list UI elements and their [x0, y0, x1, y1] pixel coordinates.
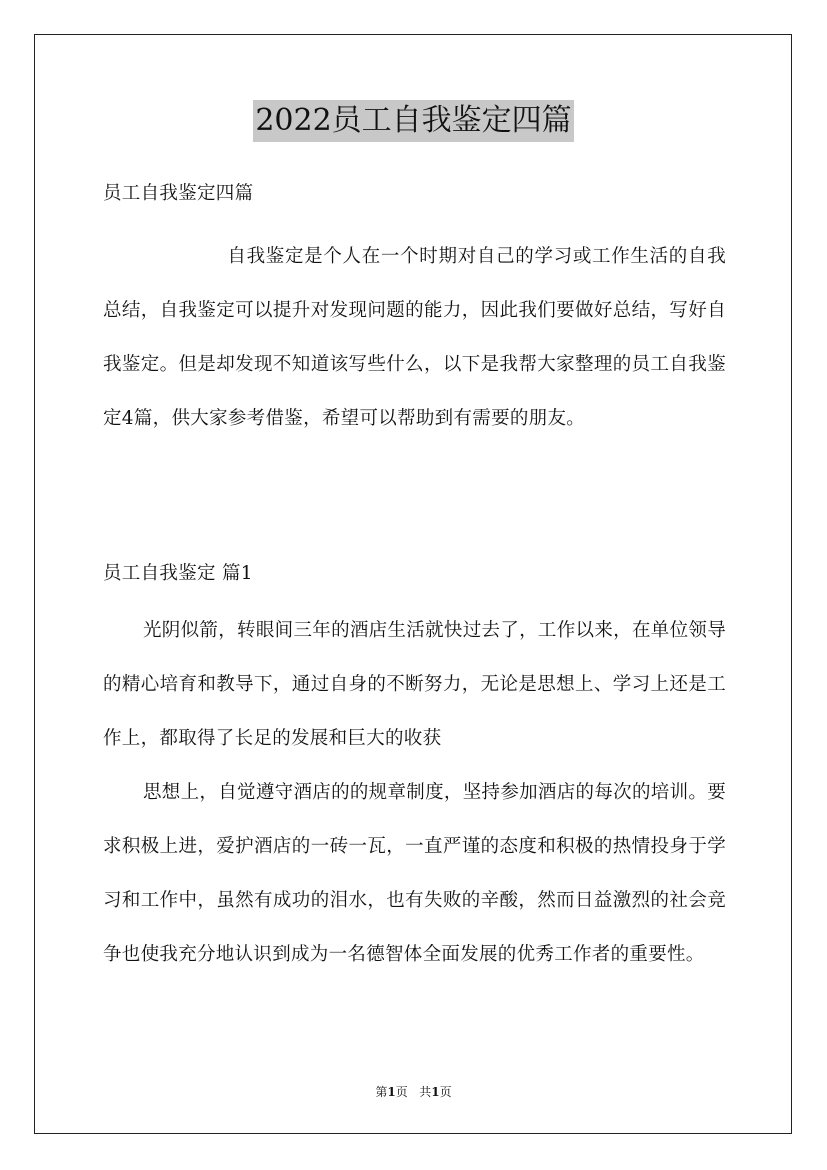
page-footer — [0, 1084, 827, 1100]
page-number: 1 — [387, 1085, 396, 1099]
intro-text: 自我鉴定是个人在一个时期对自己的学习或工作生活的自我总结，自我鉴定可以提升对发现问题的能力，因此我们要做好总结，写好自我鉴定。但是却发现不知道该写些什么，以下是我帮大家整理的员工自我鉴定4篇，供大家参考借鉴，希望可以帮助到有需要的朋友。 — [103, 246, 726, 429]
body-paragraph — [103, 766, 726, 982]
page-prefix: 第 — [375, 1085, 388, 1099]
title-container — [0, 100, 827, 142]
document-title: 2022员工自我鉴定四篇 — [253, 100, 573, 142]
section-heading: 员工自我鉴定 篇1 — [103, 563, 253, 584]
total-pages: 1 — [431, 1085, 440, 1099]
body-paragraph — [103, 604, 726, 766]
total-prefix: 共 — [419, 1085, 432, 1099]
paragraph-text: 思想上，自觉遵守酒店的的规章制度，坚持参加酒店的每次的培训。要求积极上进，爱护酒店的一砖一瓦，一直严谨的态度和积极的热情投身于学习和工作中，虽然有成功的泪水，也有失败的辛酸，然而日益激烈的社会竞争也使我充分地认识到成为一名德智体全面发展的优秀工作者的重要性。 — [103, 782, 726, 965]
intro-paragraph — [103, 230, 726, 446]
document-subtitle: 员工自我鉴定四篇 — [103, 183, 254, 204]
paragraph-text: 光阴似箭，转眼间三年的酒店生活就快过去了，工作以来，在单位领导的精心培育和教导下，通过自身的不断努力，无论是思想上、学习上还是工作上，都取得了长足的发展和巨大的收获 — [103, 620, 726, 749]
page-suffix: 页 — [395, 1085, 408, 1099]
total-suffix: 页 — [439, 1085, 452, 1099]
